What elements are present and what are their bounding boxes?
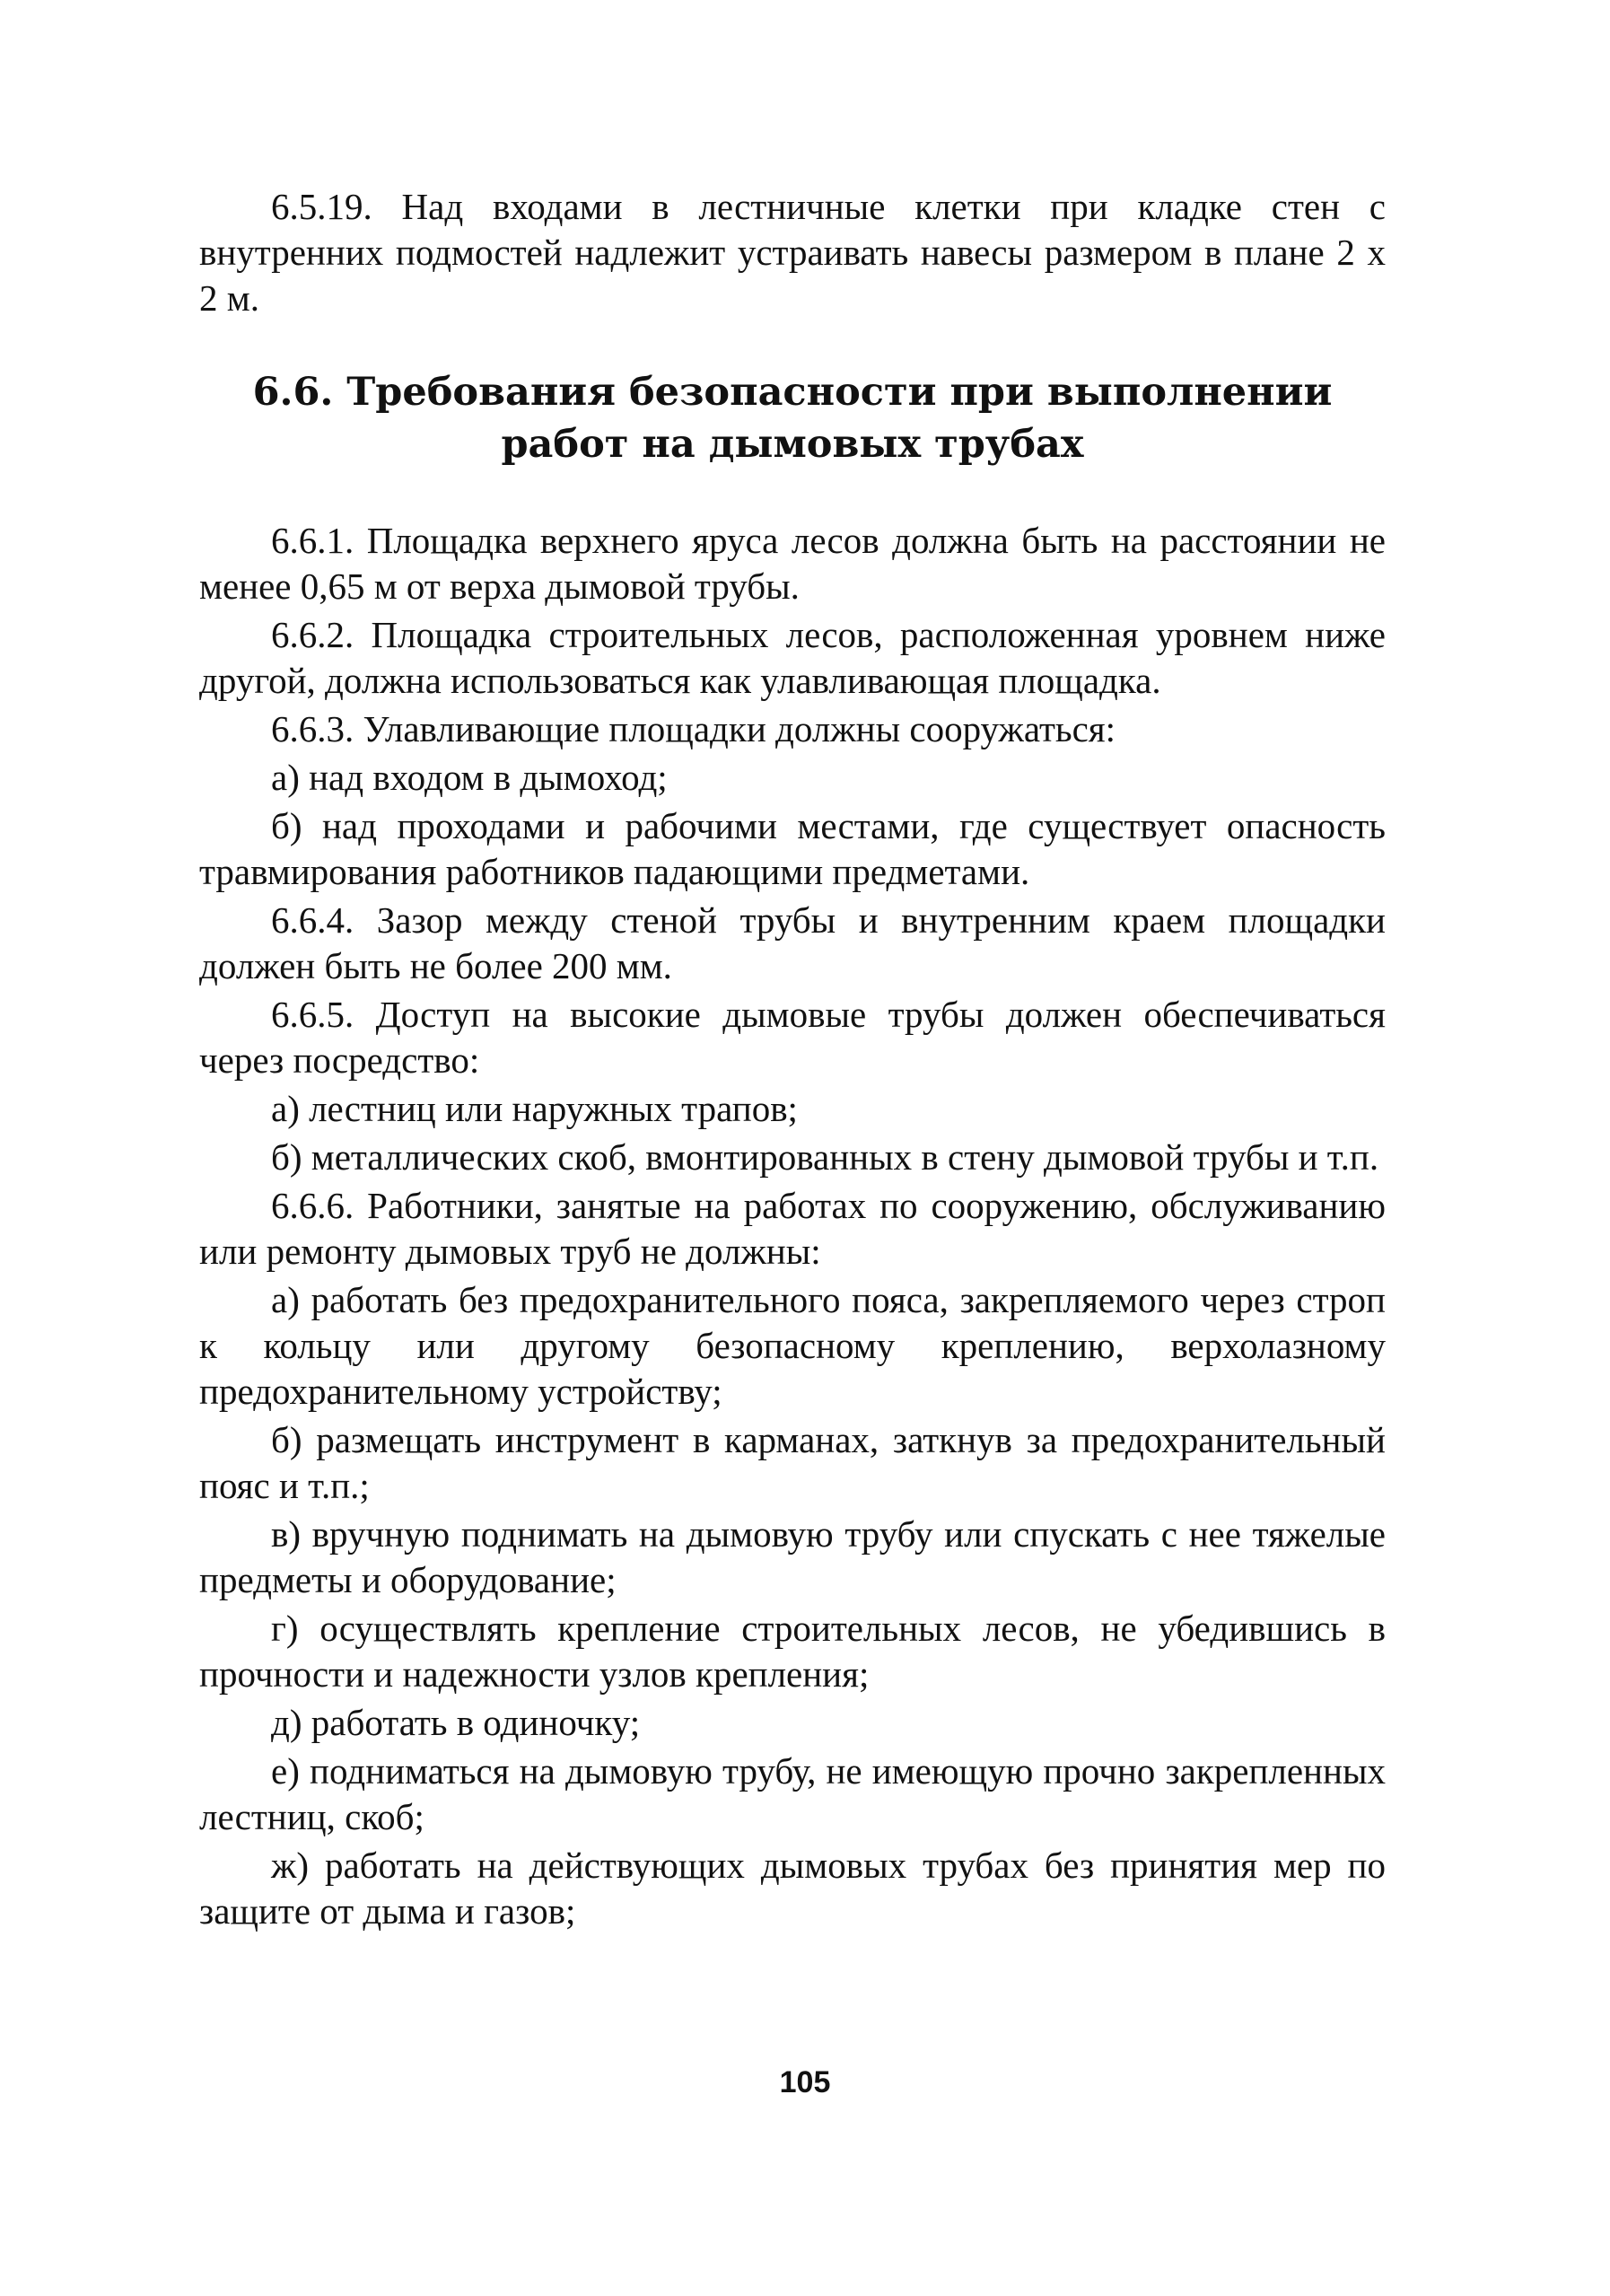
list-item-6-6-6-b: б) размещать инструмент в карманах, заткнув за предохранительный пояс и т.п.; [199,1419,1386,1506]
paragraph-6-6-4: 6.6.4. Зазор между стеной трубы и внутренним краем площадки должен быть не более 200 мм. [199,899,1386,986]
list-item-6-6-3-a: а) над входом в дымоход; [271,757,668,798]
section-body [199,518,1386,1937]
page-number: 105 [779,2065,831,2099]
list-item-6-6-6-g: г) осуществлять крепление строительных лесов, не убедившись в прочности и надежности узлов крепления; [199,1608,1386,1695]
list-item-6-6-6-e: е) подниматься на дымовую трубу, не имеющую прочно закрепленных лестниц, скоб; [199,1750,1386,1837]
paragraph-6-6-5: 6.6.5. Доступ на высокие дымовые трубы должен обеспечиваться через посредство: [199,994,1386,1081]
list-item-6-6-6-zh: ж) работать на действующих дымовых трубах без принятия мер по защите от дыма и газов; [199,1845,1386,1932]
list-item-6-6-6-a: а) работать без предохранительного пояса, закрепляемого через строп к кольцу или другому безопасному креплению, верхолазному предохранительному устройству; [199,1279,1386,1412]
paragraph-6-5-19: 6.5.19. Над входами в лестничные клетки при кладке стен с внутренних подмостей надлежит устраивать навесы размером в плане 2 х 2 м. [199,186,1386,319]
list-item-6-6-6-v: в) вручную поднимать на дымовую трубу или спускать с нее тяжелые предметы и оборудование; [199,1513,1386,1600]
section-heading-line-1: 6.6. Требования безопасности при выполнении [252,370,1333,415]
list-item-6-6-5-b: б) металлических скоб, вмонтированных в стену дымовой трубы и т.п. [271,1136,1379,1178]
intro-section [199,184,1386,324]
paragraph-6-6-3: 6.6.3. Улавливающие площадки должны сооружаться: [271,708,1116,749]
list-item-6-6-3-b: б) над проходами и рабочими местами, где существует опасность травмирования работников падающими предметами. [199,805,1386,892]
paragraph-6-6-2: 6.6.2. Площадка строительных лесов, расположенная уровнем ниже другой, должна использоваться как улавливающая площадка. [199,614,1386,701]
list-item-6-6-6-d: д) работать в одиночку; [271,1702,641,1743]
section-heading-line-2: работ на дымовых трубах [501,422,1084,467]
paragraph-6-6-6: 6.6.6. Работники, занятые на работах по сооружению, обслуживанию или ремонту дымовых труб не должны: [199,1185,1386,1272]
list-item-6-6-5-a: а) лестниц или наружных трапов; [271,1088,798,1129]
section-heading [199,366,1386,470]
paragraph-6-6-1: 6.6.1. Площадка верхнего яруса лесов должна быть на расстоянии не менее 0,65 м от верха дымовой трубы. [199,520,1386,607]
